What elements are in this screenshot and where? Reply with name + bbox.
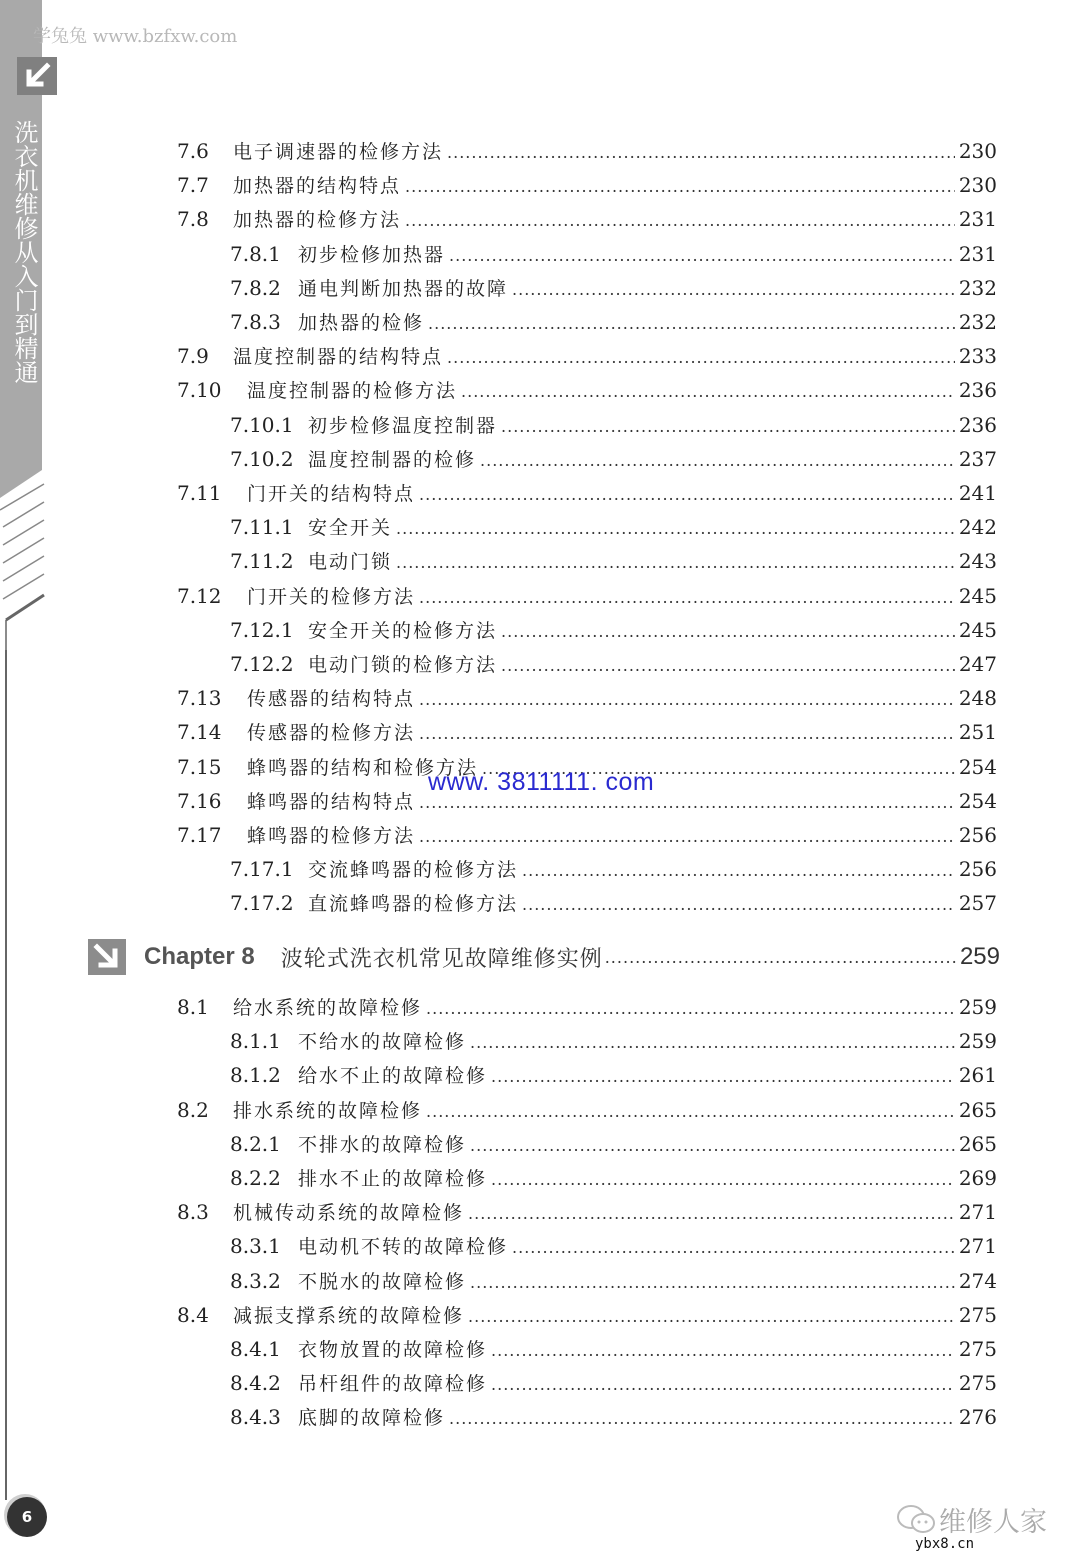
page-number: 242 (958, 515, 997, 540)
section-number: 8.4.1 (230, 1337, 281, 1361)
arrow-down-right-icon (88, 939, 126, 975)
toc-entry[interactable] (177, 479, 997, 509)
page-number: 247 (958, 652, 997, 676)
toc-entry[interactable] (177, 718, 997, 748)
section-number: 8.1 (177, 995, 209, 1019)
chapter-label: Chapter 8 (144, 943, 255, 970)
leader-dots (405, 177, 955, 196)
section-number: 8.4.3 (230, 1405, 281, 1430)
leader-dots (419, 724, 955, 743)
leader-dots (468, 1204, 955, 1223)
leader-dots (512, 1238, 955, 1257)
footer-logo-text: 维修人家 (939, 1507, 1047, 1538)
toc-entry[interactable] (177, 171, 997, 201)
toc-entry[interactable] (177, 376, 997, 406)
page-number: 241 (958, 481, 997, 505)
leader-dots (491, 1170, 955, 1189)
section-title: 门开关的结构特点 (247, 483, 416, 505)
section-number: 7.14 (177, 720, 222, 745)
section-number: 7.10.2 (230, 446, 294, 471)
section-title: 初步检修加热器 (298, 243, 446, 266)
section-title: 电动机不转的故障检修 (298, 1236, 509, 1259)
toc-entry[interactable] (177, 684, 997, 714)
leader-dots (468, 1307, 955, 1326)
section-title: 传感器的结构特点 (247, 688, 416, 711)
toc-entry[interactable] (177, 1301, 997, 1331)
section-number: 8.3.2 (230, 1268, 281, 1293)
section-title: 给水不止的故障检修 (298, 1065, 488, 1088)
page-number: 245 (958, 617, 997, 642)
section-title: 加热器的检修方法 (233, 209, 402, 232)
page-number: 232 (958, 310, 997, 334)
page-number: 230 (958, 139, 997, 163)
page-number: 237 (958, 446, 997, 471)
leader-dots (447, 143, 955, 162)
toc-entry[interactable] (230, 411, 997, 441)
page-number: 259 (958, 1029, 997, 1054)
section-title: 传感器的检修方法 (247, 722, 416, 745)
toc-entry[interactable] (230, 240, 997, 270)
page-number: 276 (958, 1405, 997, 1430)
leader-dots (447, 348, 955, 367)
leader-dots (501, 622, 955, 641)
leader-dots (501, 656, 955, 675)
section-title: 排水不止的故障检修 (298, 1168, 488, 1190)
section-title: 电子调速器的检修方法 (233, 141, 444, 163)
section-title: 衣物放置的故障检修 (298, 1339, 488, 1361)
section-title: 电动门锁 (308, 551, 393, 574)
leader-dots (480, 451, 955, 470)
page-number: 256 (958, 857, 997, 882)
toc-entry[interactable] (230, 650, 997, 680)
section-title: 减振支撑系统的故障检修 (233, 1304, 465, 1327)
section-title: 给水系统的故障检修 (233, 997, 423, 1019)
section-title: 交流蜂鸣器的检修方法 (308, 859, 519, 882)
section-number: 7.8.1 (230, 241, 281, 266)
footer-url: ybx8.cn (915, 1536, 975, 1552)
section-title: 直流蜂鸣器的检修方法 (308, 893, 519, 916)
leader-dots (396, 519, 955, 538)
page-number: 232 (958, 275, 997, 300)
section-number: 8.1.2 (230, 1063, 281, 1088)
section-number: 7.6 (177, 139, 209, 163)
section-number: 8.2.1 (230, 1131, 281, 1156)
section-title: 温度控制器的检修方法 (247, 380, 458, 403)
page-number: 271 (958, 1200, 997, 1225)
section-number: 8.2 (177, 1097, 209, 1122)
section-number: 8.4 (177, 1302, 209, 1327)
section-number: 7.17 (177, 823, 222, 847)
section-number: 7.15 (177, 754, 222, 779)
page-number: 275 (958, 1371, 997, 1396)
page-number: 243 (958, 549, 997, 574)
page-number: 231 (958, 241, 997, 266)
leader-dots (428, 314, 955, 333)
section-title: 加热器的检修 (298, 312, 425, 334)
section-number: 7.11.2 (230, 549, 294, 574)
section-number: 7.12.2 (230, 652, 294, 676)
section-title: 底脚的故障检修 (298, 1407, 446, 1430)
section-number: 8.3.1 (230, 1234, 281, 1259)
section-number: 7.17.2 (230, 891, 294, 916)
toc-entry[interactable] (177, 342, 997, 372)
sidebar-stripes-decoration (0, 480, 48, 650)
section-title: 安全开关 (308, 517, 393, 540)
leader-dots (419, 827, 955, 846)
chapter-page-number: 259 (959, 943, 1000, 970)
leader-dots (405, 211, 955, 230)
page-number: 233 (958, 344, 997, 369)
toc-entry[interactable] (230, 1130, 997, 1160)
section-title: 电动门锁的检修方法 (308, 654, 498, 676)
leader-dots (449, 246, 955, 265)
section-number: 7.16 (177, 788, 222, 813)
toc-entry[interactable] (230, 889, 997, 919)
section-number: 8.3 (177, 1200, 209, 1225)
page-number: 269 (958, 1166, 997, 1190)
page-number: 265 (958, 1131, 997, 1156)
leader-dots (512, 280, 955, 299)
leader-dots (396, 553, 955, 572)
page-number: 265 (958, 1097, 997, 1122)
page-number: 271 (958, 1234, 997, 1259)
page-number: 245 (958, 583, 997, 608)
page-number: 254 (958, 788, 997, 813)
page-number: 259 (958, 995, 997, 1019)
section-number: 7.10 (177, 378, 222, 403)
leader-dots (419, 588, 955, 607)
page-number: 275 (958, 1337, 997, 1361)
section-title: 蜂鸣器的检修方法 (247, 825, 416, 847)
section-title: 吊杆组件的故障检修 (298, 1373, 488, 1396)
page-number: 230 (958, 173, 997, 198)
section-title: 通电判断加热器的故障 (298, 277, 509, 300)
page-number: 275 (958, 1302, 997, 1327)
toc-entry[interactable] (230, 513, 997, 543)
toc-entry[interactable] (230, 1335, 997, 1365)
leader-dots (605, 948, 958, 967)
section-number: 7.11 (177, 481, 222, 505)
section-number: 8.2.2 (230, 1166, 281, 1190)
page-number: 248 (958, 686, 997, 711)
toc-entry[interactable] (177, 821, 997, 851)
toc-entry[interactable] (230, 616, 997, 646)
toc-entry[interactable] (230, 445, 997, 475)
leader-dots (522, 895, 955, 914)
leader-dots (470, 1136, 955, 1155)
leader-dots (522, 861, 955, 880)
overlay-watermark: www. 3811111. com (428, 768, 655, 796)
toc-entry[interactable] (230, 547, 997, 577)
arrow-down-left-icon (17, 57, 57, 95)
leader-dots (491, 1067, 955, 1086)
chapter-heading[interactable] (88, 938, 1000, 976)
section-title: 温度控制器的检修 (308, 448, 477, 471)
leader-dots (470, 1273, 955, 1292)
section-number: 7.8.3 (230, 310, 281, 334)
leader-dots (419, 485, 955, 504)
toc-entry[interactable] (230, 855, 997, 885)
page-number: 257 (958, 891, 997, 916)
toc-entry[interactable] (177, 137, 997, 167)
leader-dots (461, 382, 955, 401)
chat-bubbles-icon (895, 1503, 939, 1537)
page-number: 261 (958, 1063, 997, 1088)
leader-dots (426, 999, 955, 1018)
section-number: 7.8 (177, 207, 209, 232)
page-number: 256 (958, 823, 997, 847)
section-number: 7.17.1 (230, 857, 294, 882)
toc-entry[interactable] (230, 1164, 997, 1194)
section-number: 7.13 (177, 686, 222, 711)
toc-entry[interactable] (230, 1403, 997, 1433)
section-number: 7.8.2 (230, 275, 281, 300)
toc-entry[interactable] (177, 993, 997, 1023)
section-title: 排水系统的故障检修 (233, 1099, 423, 1122)
top-watermark: 学兔兔 www.bzfxw.com (33, 26, 238, 47)
section-title: 机械传动系统的故障检修 (233, 1202, 465, 1225)
leader-dots (491, 1375, 955, 1394)
toc-entry[interactable] (230, 1027, 997, 1057)
section-number: 7.12.1 (230, 617, 294, 642)
toc-entry[interactable] (230, 1369, 997, 1399)
section-number: 8.1.1 (230, 1029, 281, 1054)
toc-entry[interactable] (230, 274, 997, 304)
section-number: 7.9 (177, 344, 209, 369)
section-number: 7.10.1 (230, 412, 294, 437)
section-title: 安全开关的检修方法 (308, 619, 498, 642)
toc-entry[interactable] (177, 1096, 997, 1126)
section-title: 不给水的故障检修 (298, 1031, 467, 1054)
section-title: 不脱水的故障检修 (298, 1270, 467, 1293)
section-number: 7.7 (177, 173, 209, 198)
toc-entry[interactable] (177, 1198, 997, 1228)
toc-entry[interactable] (230, 1061, 997, 1091)
section-title: 蜂鸣器的结构和检修方法 (247, 756, 479, 779)
section-number: 7.12 (177, 583, 222, 608)
page-number: 254 (958, 754, 997, 779)
book-title-vertical: 洗衣机维修从入门到精通 (10, 120, 38, 384)
page-number: 274 (958, 1268, 997, 1293)
leader-dots (470, 1033, 955, 1052)
leader-dots (426, 1102, 955, 1121)
leader-dots (419, 690, 955, 709)
page-number-badge: 6 (7, 1497, 47, 1537)
toc-entry[interactable] (230, 1232, 997, 1262)
section-number: 8.4.2 (230, 1371, 281, 1396)
leader-dots (501, 417, 955, 436)
footer-logo (895, 1500, 1047, 1539)
toc-entry[interactable] (177, 205, 997, 235)
leader-dots (491, 1341, 955, 1360)
toc-entry[interactable] (230, 1267, 997, 1297)
chapter-title: 波轮式洗衣机常见故障维修实例 (280, 946, 603, 972)
section-title: 门开关的检修方法 (247, 585, 416, 608)
section-title: 不排水的故障检修 (298, 1133, 467, 1156)
toc-entry[interactable] (177, 582, 997, 612)
section-title: 蜂鸣器的结构特点 (247, 790, 416, 813)
section-title: 温度控制器的结构特点 (233, 346, 444, 369)
page-number: 231 (958, 207, 997, 232)
page-number: 236 (958, 412, 997, 437)
section-number: 7.11.1 (230, 515, 294, 540)
section-title: 初步检修温度控制器 (308, 414, 498, 437)
section-title: 加热器的结构特点 (233, 175, 402, 198)
margin-rule (5, 650, 7, 1500)
page-number: 251 (958, 720, 997, 745)
toc-entry[interactable] (230, 308, 997, 338)
page-number: 236 (958, 378, 997, 403)
leader-dots (449, 1409, 955, 1428)
